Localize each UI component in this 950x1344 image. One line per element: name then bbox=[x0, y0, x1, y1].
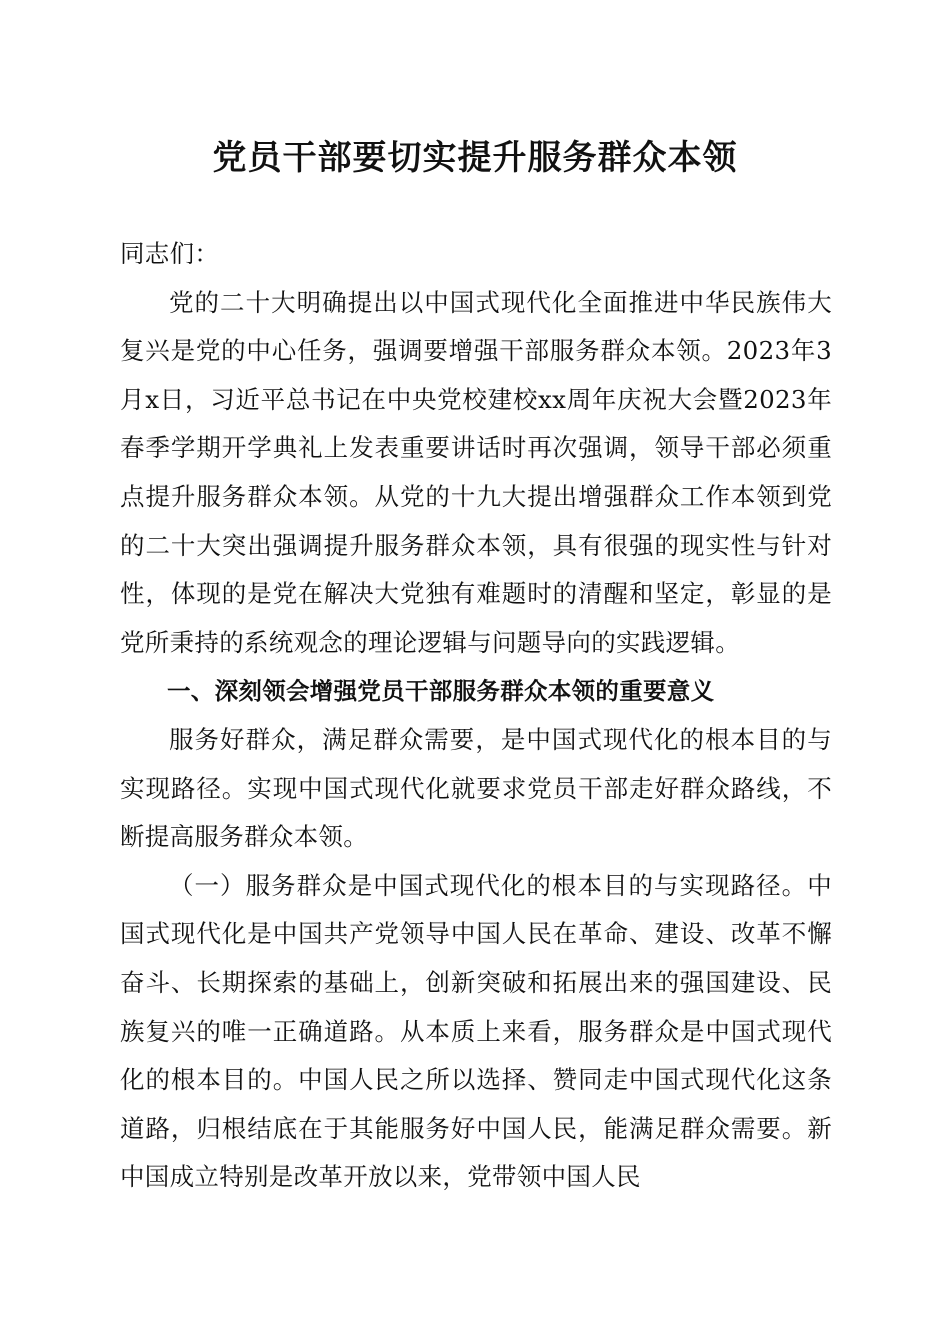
section-heading-1: 一、深刻领会增强党员干部服务群众本领的重要意义 bbox=[167, 677, 715, 706]
salutation: 同志们： bbox=[120, 239, 220, 268]
paragraph-intro: 党的二十大明确提出以中国式现代化全面推进中华民族伟大复兴是党的中心任务，强调要增强干部服务群众本领。2023年3月x日，习近平总书记在中央党校建校xx周年庆祝大会暨2023年春季学期开学典礼上发表重要讲话时再次强调，领导干部必须重点提升服务群众本领。从党的十九大提出增强群众工作本领到党的二十大突出强调提升服务群众本领，具有很强的现实性与针对性，体现的是党在解决大党独有难题时的清醒和坚定，彰显的是党所秉持的系统观念的理论逻辑与问题导向的实践逻辑。 bbox=[120, 287, 832, 657]
document-body bbox=[120, 230, 832, 1202]
document-title: 党员干部要切实提升服务群众本领 bbox=[212, 138, 738, 178]
paragraph-subsection-1: （一）服务群众是中国式现代化的根本目的与实现路径。中国式现代化是中国共产党领导中国人民在革命、建设、改革不懈奋斗、长期探索的基础上，创新突破和拓展出来的强国建设、民族复兴的唯一正确道路。从本质上来看，服务群众是中国式现代化的根本目的。中国人民之所以选择、赞同走中国式现代化这条道路，归根结底在于其能服务好中国人民，能满足群众需要。新中国成立特别是改革开放以来，党带领中国人民 bbox=[120, 870, 832, 1192]
paragraph-section-1: 服务好群众，满足群众需要，是中国式现代化的根本目的与实现路径。实现中国式现代化就要求党员干部走好群众路线，不断提高服务群众本领。 bbox=[120, 724, 832, 852]
